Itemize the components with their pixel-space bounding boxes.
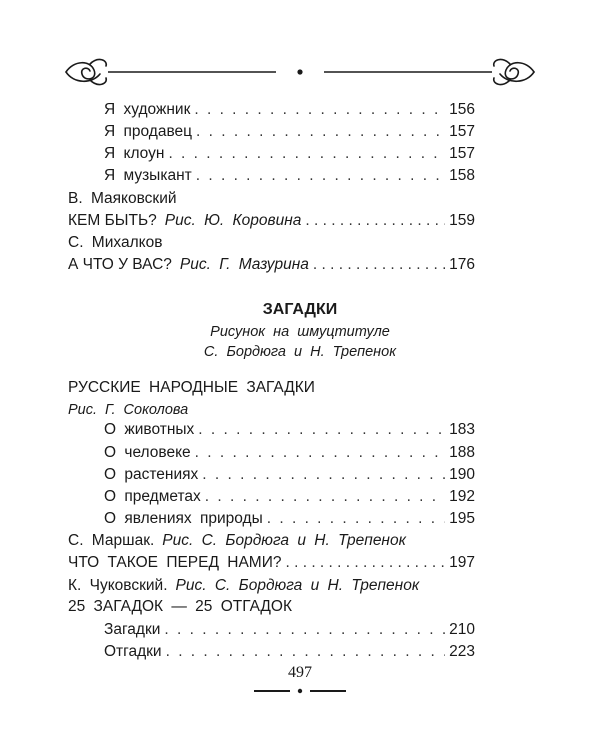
toc-entry[interactable] bbox=[104, 100, 475, 120]
toc-entry[interactable] bbox=[104, 144, 475, 164]
toc-entry-page: 188 bbox=[449, 444, 475, 461]
author-name: К. Чуковский. bbox=[68, 577, 168, 594]
section-subtitle: С. Бордюга и Н. Трепенок bbox=[203, 344, 397, 360]
toc-entry-page: 210 bbox=[449, 621, 475, 638]
toc-entry-page: 197 bbox=[449, 554, 475, 571]
leader-dots bbox=[305, 211, 445, 231]
leader-dots bbox=[194, 100, 445, 120]
toc-entry[interactable] bbox=[104, 642, 475, 662]
section-subtitle: Рисунок на шмуцтитуле bbox=[210, 324, 390, 340]
toc-entry-title: ЧТО ТАКОЕ ПЕРЕД НАМИ? bbox=[68, 554, 282, 571]
toc-entry-page: 192 bbox=[449, 488, 475, 505]
author-line bbox=[68, 531, 406, 551]
leader-dots bbox=[202, 465, 445, 485]
toc-entry-title: Отгадки bbox=[104, 643, 162, 660]
illustrator-credit: Рис. Ю. Коровина bbox=[164, 212, 302, 229]
toc-entry[interactable] bbox=[68, 211, 475, 231]
toc-entry[interactable] bbox=[68, 553, 475, 573]
toc-entry[interactable] bbox=[104, 420, 475, 440]
toc-entry-title: Я художник bbox=[104, 101, 191, 118]
leader-dots bbox=[195, 443, 445, 463]
toc-entry[interactable] bbox=[104, 166, 475, 186]
ornament-dash-dot-icon bbox=[250, 684, 350, 698]
toc-entry-page: 176 bbox=[449, 256, 475, 273]
leader-dots bbox=[168, 144, 445, 164]
toc-heading: 25 ЗАГАДОК — 25 ОТГАДОК bbox=[68, 598, 293, 615]
toc-entry[interactable] bbox=[104, 620, 475, 640]
leader-dots bbox=[198, 420, 445, 440]
toc-entry-page: 183 bbox=[449, 421, 475, 438]
illustrator-credit: Рис. Г. Соколова bbox=[68, 402, 189, 418]
illustrator-credit: Рис. Г. Мазурина bbox=[179, 256, 309, 273]
toc-entry[interactable] bbox=[104, 465, 475, 485]
illustrator-credit: Рис. С. Бордюга и Н. Трепенок bbox=[175, 577, 420, 594]
author-name: В. Маяковский bbox=[68, 190, 177, 207]
toc-entry[interactable] bbox=[104, 509, 475, 529]
leader-dots bbox=[196, 166, 445, 186]
leader-dots bbox=[164, 620, 445, 640]
toc-entry-title: О предметах bbox=[104, 488, 201, 505]
toc-entry-title: КЕМ БЫТЬ? bbox=[68, 212, 157, 229]
toc-entry[interactable] bbox=[68, 255, 475, 275]
toc-entry-page: 223 bbox=[449, 643, 475, 660]
author-name: С. Михалков bbox=[68, 234, 163, 251]
toc-entry-title: А ЧТО У ВАС? bbox=[68, 256, 172, 273]
leader-dots bbox=[166, 642, 446, 662]
toc-entry-title: О животных bbox=[104, 421, 195, 438]
toc-entry-page: 195 bbox=[449, 510, 475, 527]
toc-entry-page: 156 bbox=[449, 101, 475, 118]
toc-entry[interactable] bbox=[104, 122, 475, 142]
toc-entry-title: О человеке bbox=[104, 444, 191, 461]
toc-entry-title: Я продавец bbox=[104, 123, 193, 140]
section-title: ЗАГАДКИ bbox=[262, 301, 338, 318]
illustrator-credit: Рис. С. Бордюга и Н. Трепенок bbox=[162, 532, 406, 549]
page-number: 497 bbox=[288, 664, 312, 681]
author-name: С. Маршак. bbox=[68, 532, 155, 549]
toc-entry[interactable] bbox=[104, 443, 475, 463]
toc-entry-title: О растениях bbox=[104, 466, 199, 483]
leader-dots bbox=[205, 487, 445, 507]
toc-entry-title: О явлениях природы bbox=[104, 510, 263, 527]
toc-entry-title: Я музыкант bbox=[104, 167, 192, 184]
ornament-flourish-icon bbox=[60, 52, 540, 92]
leader-dots bbox=[196, 122, 445, 142]
leader-dots bbox=[285, 553, 445, 573]
toc-entry-page: 190 bbox=[449, 466, 475, 483]
toc-entry-page: 157 bbox=[449, 145, 475, 162]
toc-heading: РУССКИЕ НАРОДНЫЕ ЗАГАДКИ bbox=[68, 379, 315, 396]
toc-entry-page: 159 bbox=[449, 212, 475, 229]
toc-entry-title: Я клоун bbox=[104, 145, 165, 162]
author-line bbox=[68, 576, 419, 596]
toc-entry[interactable] bbox=[104, 487, 475, 507]
leader-dots bbox=[267, 509, 445, 529]
toc-entry-title: Загадки bbox=[104, 621, 161, 638]
toc-entry-page: 158 bbox=[449, 167, 475, 184]
toc-entry-page: 157 bbox=[449, 123, 475, 140]
leader-dots bbox=[313, 255, 445, 275]
